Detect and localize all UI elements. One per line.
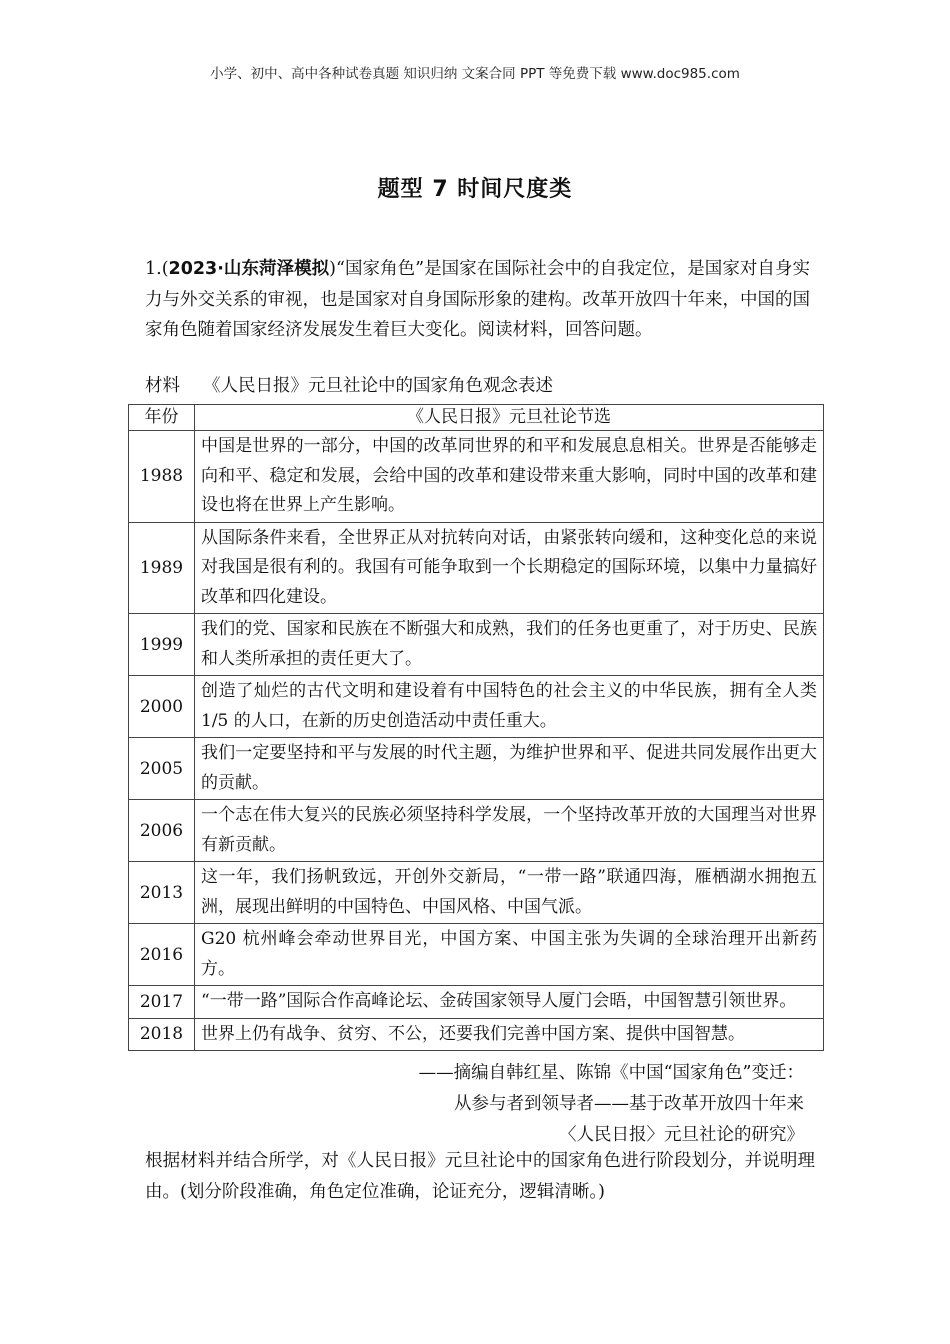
table-cell-year: 2013	[129, 862, 195, 924]
table-row	[129, 800, 824, 862]
table-row	[129, 522, 824, 614]
table-cell-text: 这一年，我们扬帆致远，开创外交新局，“一带一路”联通四海，雁栖湖水拥抱五洲，展现出鲜明的中国特色、中国风格、中国气派。	[195, 862, 824, 924]
table-cell-text: 我们一定要坚持和平与发展的时代主题，为维护世界和平、促进共同发展作出更大的贡献。	[195, 738, 824, 800]
table-cell-year: 2005	[129, 738, 195, 800]
question-body: “国家角色”是国家在国际社会中的自我定位，是国家对自身实力与外交关系的审视，也是国家对自身国际形象的建构。改革开放四十年来，中国的国家角色随着国家经济发展发生着巨大变化。阅读材料，回答问题。	[145, 259, 810, 340]
table-cell-text: 一个志在伟大复兴的民族必须坚持科学发展，一个坚持改革开放的大国理当对世界有新贡献。	[195, 800, 824, 862]
source-line: 从参与者到领导者——基于改革开放四十年来	[454, 1094, 804, 1114]
table-row	[129, 862, 824, 924]
question-text	[145, 254, 810, 346]
table-cell-text: 世界上仍有战争、贫穷、不公，还要我们完善中国方案、提供中国智慧。	[195, 1018, 824, 1051]
page-title: 题型 7 时间尺度类	[377, 177, 573, 202]
material-caption	[145, 371, 810, 401]
source-line: ——摘编自韩红星、陈锦《中国“国家角色”变迁：	[418, 1063, 804, 1083]
table-cell-year: 2006	[129, 800, 195, 862]
table-cell-year: 2000	[129, 676, 195, 738]
question-number-close: )	[329, 259, 336, 279]
table-cell-text: 中国是世界的一部分，中国的改革同世界的和平和发展息息相关。世界是否能够走向和平、稳定和发展，会给中国的改革和建设带来重大影响，同时中国的改革和建设也将在世界上产生影响。	[195, 431, 824, 523]
table-row	[129, 986, 824, 1019]
question-number: 1.(	[145, 259, 169, 279]
page-header: 小学、初中、高中各种试卷真题 知识归纳 文案合同 PPT 等免费下载 www.doc985.com	[210, 66, 740, 82]
table-cell-year: 1989	[129, 522, 195, 614]
table-cell-text: G20 杭州峰会牵动世界目光，中国方案、中国主张为失调的全球治理开出新药方。	[195, 924, 824, 986]
question-source: 2023·山东菏泽模拟	[168, 259, 330, 279]
table-row	[129, 1018, 824, 1051]
table-cell-year: 1999	[129, 614, 195, 676]
table-cell-text: 我们的党、国家和民族在不断强大和成熟，我们的任务也更重了，对于历史、民族和人类所承担的责任更大了。	[195, 614, 824, 676]
table-header-row	[129, 405, 824, 431]
table-row	[129, 738, 824, 800]
table-cell-year: 2018	[129, 1018, 195, 1051]
source-line: 〈人民日报〉元旦社论的研究》	[559, 1125, 804, 1145]
table-header-excerpt: 《人民日报》元旦社论节选	[195, 405, 824, 431]
table-cell-text: “一带一路”国际合作高峰论坛、金砖国家领导人厦门会晤，中国智慧引领世界。	[195, 986, 824, 1019]
table-row	[129, 431, 824, 523]
table-row	[129, 924, 824, 986]
material-table	[128, 404, 824, 1051]
table-cell-text: 创造了灿烂的古代文明和建设着有中国特色的社会主义的中华民族，拥有全人类 1/5 的人口，在新的历史创造活动中责任重大。	[195, 676, 824, 738]
source-citation	[144, 1058, 804, 1151]
table-cell-year: 2017	[129, 986, 195, 1019]
material-label: 材料	[145, 376, 180, 396]
table-cell-year: 1988	[129, 431, 195, 523]
question-instruction: 根据材料并结合所学，对《人民日报》元旦社论中的国家角色进行阶段划分，并说明理由。(划分阶段准确，角色定位准确，论证充分，逻辑清晰。)	[145, 1151, 815, 1202]
table-row	[129, 676, 824, 738]
table-cell-text: 从国际条件来看，全世界正从对抗转向对话，由紧张转向缓和，这种变化总的来说对我国是很有利的。我国有可能争取到一个长期稳定的国际环境，以集中力量搞好改革和四化建设。	[195, 522, 824, 614]
material-title: 《人民日报》元旦社论中的国家角色观念表述	[203, 376, 553, 396]
table-header-year: 年份	[129, 405, 195, 431]
table-cell-year: 2016	[129, 924, 195, 986]
table-row	[129, 614, 824, 676]
